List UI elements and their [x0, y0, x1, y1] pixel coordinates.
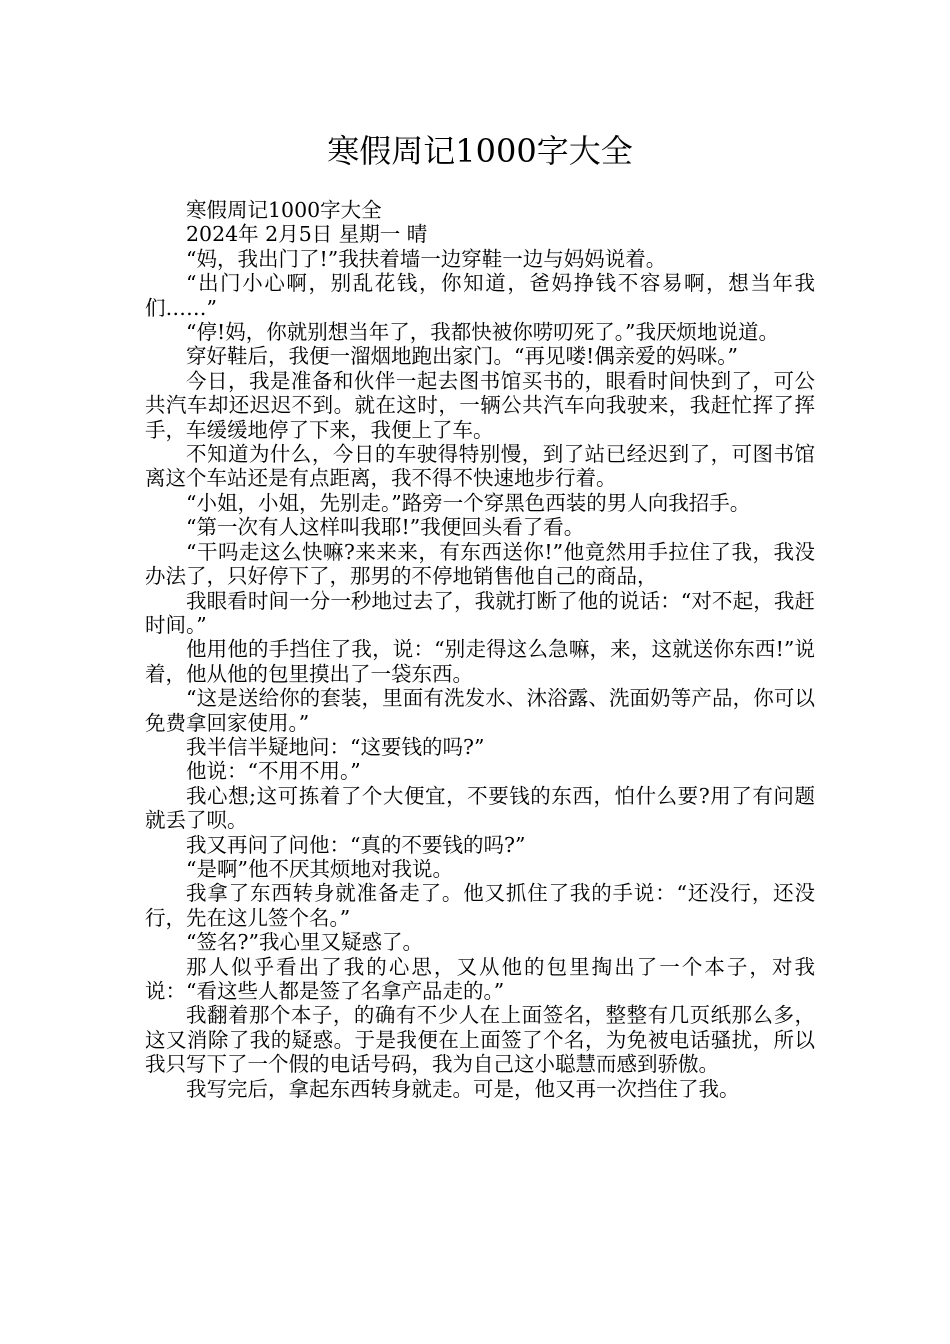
paragraph: “这是送给你的套装，里面有洗发水、沐浴露、洗面奶等产品，你可以免费拿回家使用。”	[145, 686, 815, 735]
paragraph: 寒假周记1000字大全	[186, 198, 382, 222]
paragraph: 我眼看时间一分一秒地过去了，我就打断了他的说话：“对不起，我赶时间。”	[145, 588, 815, 637]
document-title: 寒假周记1000字大全	[327, 132, 633, 170]
paragraph: 我心想;这可拣着了个大便宜，不要钱的东西，怕什么要?用了有问题就丢了呗。	[145, 783, 815, 833]
document-body	[145, 198, 815, 1101]
paragraph: 穿好鞋后，我便一溜烟地跑出家门。“再见喽!偶亲爱的妈咪。”	[186, 344, 738, 369]
paragraph: “妈，我出门了!”我扶着墙一边穿鞋一边与妈妈说着。	[186, 246, 667, 271]
paragraph: 我翻着那个本子，的确有不少人在上面签名，整整有几页纸那么多，这又消除了我的疑惑。于是我便在上面签了个名，为免被电话骚扰，所以我只写下了一个假的电话号码，我为自己这小聪慧而感到骄傲。	[145, 1003, 815, 1077]
paragraph: 那人似乎看出了我的心思，又从他的包里掏出了一个本子，对我说：“看这些人都是签了名拿产品走的。”	[145, 954, 815, 1003]
paragraph: 不知道为什么，今日的车驶得特别慢，到了站已经迟到了，可图书馆离这个车站还是有点距离，我不得不快速地步行着。	[145, 442, 815, 491]
paragraph: “出门小心啊，别乱花钱，你知道，爸妈挣钱不容易啊，想当年我们……”	[145, 271, 815, 320]
paragraph: 我拿了东西转身就准备走了。他又抓住了我的手说：“还没行，还没行，先在这儿签个名。”	[145, 881, 815, 930]
paragraph: 我半信半疑地问：“这要钱的吗?”	[186, 734, 485, 759]
paragraph: “小姐，小姐，先别走。”路旁一个穿黑色西装的男人向我招手。	[186, 490, 751, 515]
paragraph: 他说：“不用不用。”	[186, 759, 361, 784]
paragraph: “停!妈，你就别想当年了，我都快被你唠叨死了。”我厌烦地说道。	[186, 320, 779, 345]
paragraph: 我又再问了问他：“真的不要钱的吗?”	[186, 832, 526, 857]
paragraph: 我写完后，拿起东西转身就走。可是，他又再一次挡住了我。	[186, 1076, 740, 1101]
paragraph: “干吗走这么快嘛?来来来，有东西送你!”他竟然用手拉住了我，我没办法了，只好停下了，那男的不停地销售他自己的商品，	[145, 539, 815, 589]
paragraph: 今日，我是准备和伙伴一起去图书馆买书的，眼看时间快到了，可公共汽车却还迟迟不到。就在这时，一辆公共汽车向我驶来，我赶忙挥了挥手，车缓缓地停了下来，我便上了车。	[145, 368, 815, 442]
paragraph: 他用他的手挡住了我，说：“别走得这么急嘛，来，这就送你东西!”说着，他从他的包里摸出了一袋东西。	[145, 637, 815, 686]
paragraph-date: 2024年 2月5日 星期一 晴	[186, 222, 428, 247]
paragraph: “签名?”我心里又疑惑了。	[186, 930, 423, 955]
paragraph: “是啊”他不厌其烦地对我说。	[186, 856, 453, 881]
document-page	[145, 126, 815, 1101]
paragraph: “第一次有人这样叫我耶!”我便回头看了看。	[186, 515, 585, 540]
